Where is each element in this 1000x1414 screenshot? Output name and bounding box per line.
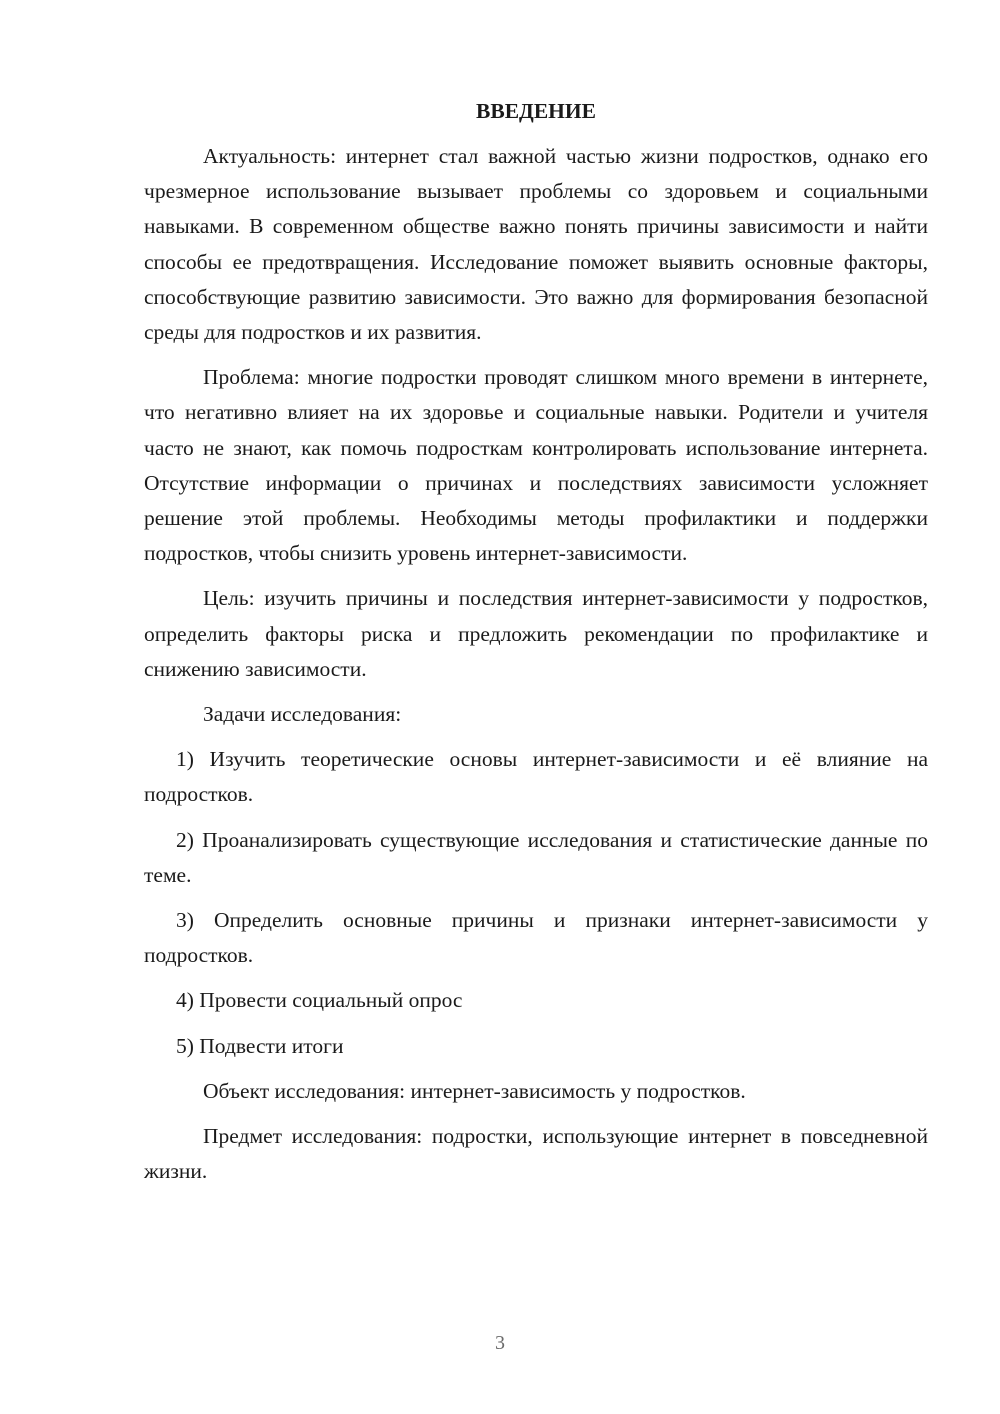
page-content: [144, 94, 928, 1199]
tasks-heading: Задачи исследования:: [203, 702, 402, 727]
paragraph-goal: Цель: изучить причины и последствия интернет-зависимости у подростков, определить факторы риска и предложить рекомендации по профилактике и снижению зависимости.: [144, 586, 928, 681]
task-item-2: 2) Проанализировать существующие исследования и статистические данные по теме.: [144, 827, 928, 887]
task-item-4: 4) Провести социальный опрос: [176, 988, 463, 1013]
task-item-5: 5) Подвести итоги: [176, 1033, 344, 1058]
task-item-1: 1) Изучить теоретические основы интернет-зависимости и её влияние на подростков.: [144, 747, 928, 807]
paragraph-subject: Предмет исследования: подростки, использующие интернет в повседневной жизни.: [144, 1124, 928, 1184]
paragraph-relevance: Актуальность: интернет стал важной частью жизни подростков, однако его чрезмерное использование вызывает проблемы со здоровьем и социальными навыками. В современном обществе важно понять причины зависимости и найти способы ее предотвращения. Исследование поможет выявить основные факторы, способствующие развитию зависимости. Это важно для формирования безопасной среды для подростков и их развития.: [144, 144, 928, 345]
paragraph-object: Объект исследования: интернет-зависимость у подростков.: [203, 1078, 746, 1103]
section-title: ВВЕДЕНИЕ: [476, 99, 596, 123]
task-item-3: 3) Определить основные причины и признаки интернет-зависимости у подростков.: [144, 908, 928, 968]
page-number: 3: [495, 1332, 505, 1354]
paragraph-problem: Проблема: многие подростки проводят слишком много времени в интернете, что негативно влияет на их здоровье и социальные навыки. Родители и учителя часто не знают, как помочь подросткам контролировать использование интернета. Отсутствие информации о причинах и последствиях зависимости усложняет решение этой проблемы. Необходимы методы профилактики и поддержки подростков, чтобы снизить уровень интернет-зависимости.: [144, 365, 928, 566]
